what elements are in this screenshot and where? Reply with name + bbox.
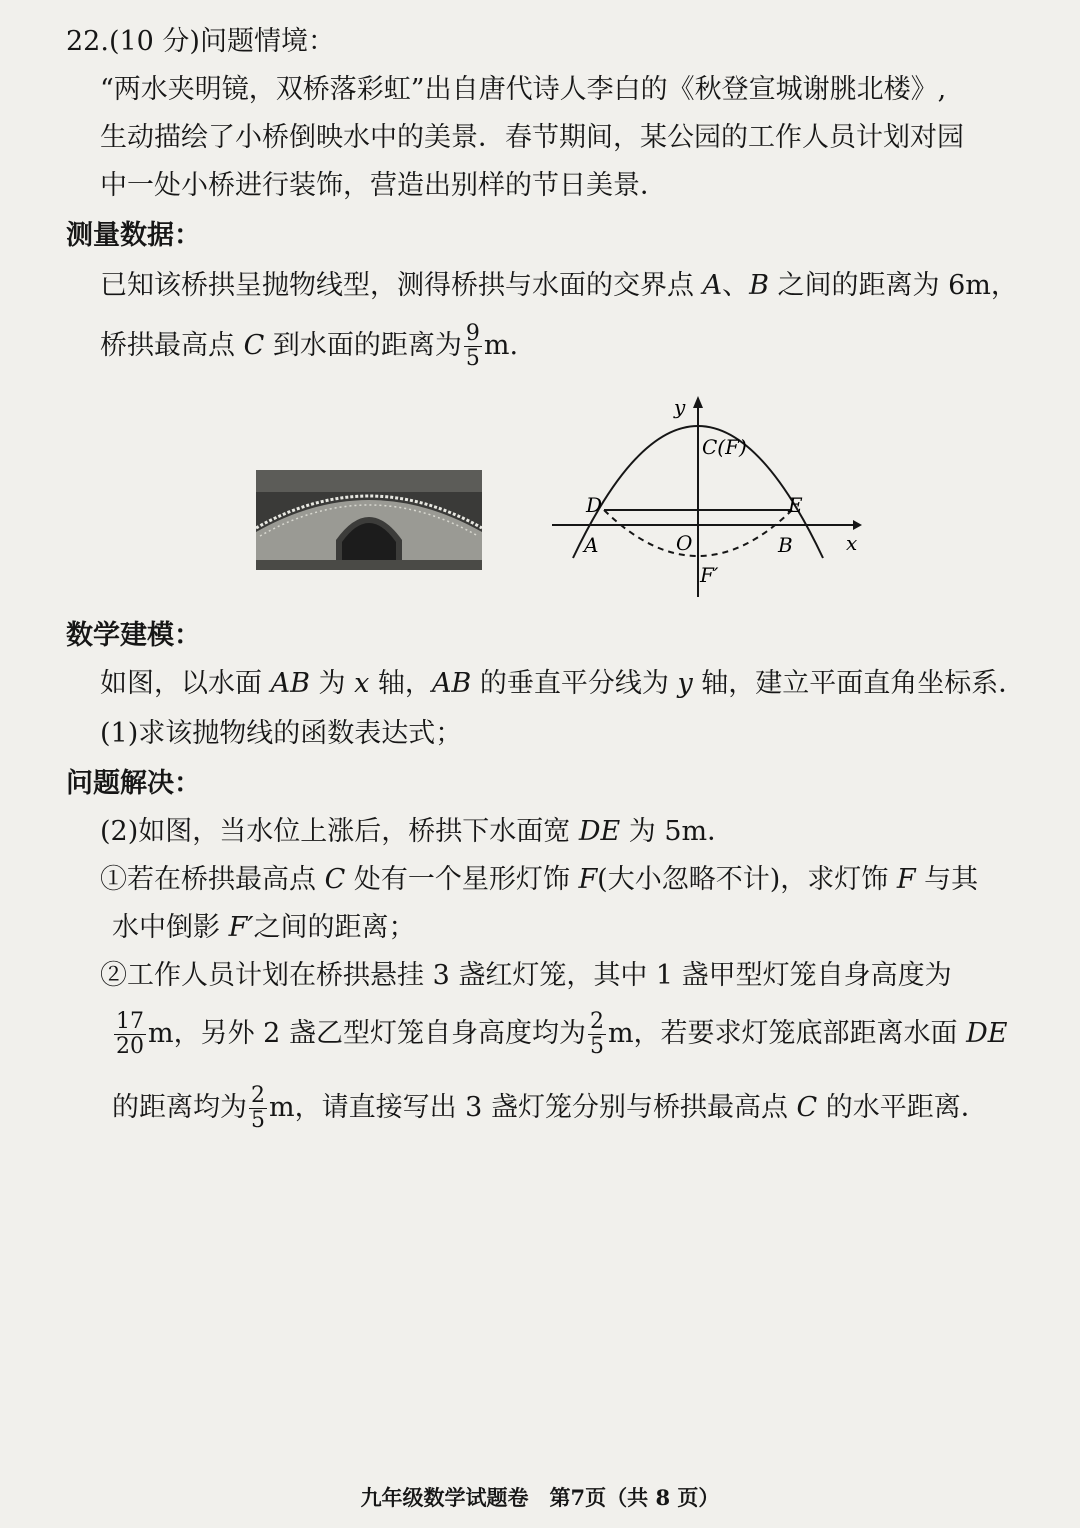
problem-number: 22. bbox=[66, 26, 109, 57]
page-footer: 九年级数学试题卷 第7页（共 8 页） bbox=[360, 1485, 720, 1510]
sub-question-1-line-1: ①若在桥拱最高点 C 处有一个星形灯饰 F(大小忽略不计)，求灯饰 F 与其 bbox=[100, 864, 979, 895]
label-F-prime: F′ bbox=[700, 563, 719, 587]
context-line-2: 生动描绘了小桥倒映水中的美景．春节期间，某公园的工作人员计划对园 bbox=[100, 122, 964, 153]
y-axis-arrow bbox=[693, 396, 703, 408]
label-x: x bbox=[846, 531, 858, 555]
sub-question-1-line-2: 水中倒影 F′之间的距离； bbox=[112, 912, 416, 943]
section-title-solve: 问题解决： bbox=[66, 768, 201, 799]
question-2: (2)如图，当水位上涨后，桥拱下水面宽 DE 为 5m． bbox=[100, 816, 735, 847]
label-D: D bbox=[586, 493, 603, 517]
section-title-context: 问题情境： bbox=[199, 26, 335, 57]
fraction-2-5-a: $\frac{2}{5}$ bbox=[589, 1009, 604, 1059]
label-A: A bbox=[584, 533, 599, 557]
section-title-model: 数学建模： bbox=[66, 620, 201, 651]
sub-question-2-line-1: ②工作人员计划在桥拱悬挂 3 盏红灯笼，其中 1 盏甲型灯笼自身高度为 bbox=[100, 960, 952, 991]
bridge-photo bbox=[256, 470, 482, 570]
x-axis-arrow bbox=[853, 520, 862, 530]
fraction-nine-fifths: $\frac{9}{5}$ bbox=[465, 321, 480, 371]
measure-line-1: 已知该桥拱呈抛物线型，测得桥拱与水面的交界点 A、B 之间的距离为 6m， bbox=[100, 270, 1018, 301]
section-title-measure: 测量数据： bbox=[66, 220, 201, 251]
sub-question-2-line-2: $\frac{17}{20}$ m，另外 2 盏乙型灯笼自身高度均为 $\frac{2}{5}$ m，若要求灯笼底部距离水面 DE bbox=[116, 1009, 1008, 1059]
measure-line-2: 桥拱最高点 C 到水面的距离为 $\frac{9}{5}$ m. bbox=[100, 321, 519, 371]
context-line-3: 中一处小桥进行装饰，营造出别样的节日美景． bbox=[100, 170, 667, 201]
label-CF: C(F) bbox=[702, 435, 747, 459]
question-1: (1)求该抛物线的函数表达式； bbox=[100, 718, 463, 749]
sub-question-2-line-3: 的距离均为 $\frac{2}{5}$ m，请直接写出 3 盏灯笼分别与桥拱最高点 C 的水平距离． bbox=[112, 1083, 988, 1133]
fraction-2-5-b: $\frac{2}{5}$ bbox=[251, 1083, 265, 1133]
label-E: E bbox=[788, 493, 803, 517]
problem-points: (10 分) bbox=[108, 26, 200, 57]
label-y: y bbox=[674, 395, 686, 419]
label-O: O bbox=[676, 531, 693, 555]
model-line-1: 如图，以水面 AB 为 x 轴，AB 的垂直平分线为 y 轴，建立平面直角坐标系． bbox=[100, 668, 1026, 699]
fraction-17-20: $\frac{17}{20}$ bbox=[116, 1009, 144, 1059]
problem-header bbox=[66, 22, 335, 62]
label-B: B bbox=[778, 533, 793, 557]
parabola-figure bbox=[548, 392, 868, 604]
context-line-1: “两水夹明镜，双桥落彩虹”出自唐代诗人李白的《秋登宣城谢朓北楼》, bbox=[100, 74, 947, 105]
